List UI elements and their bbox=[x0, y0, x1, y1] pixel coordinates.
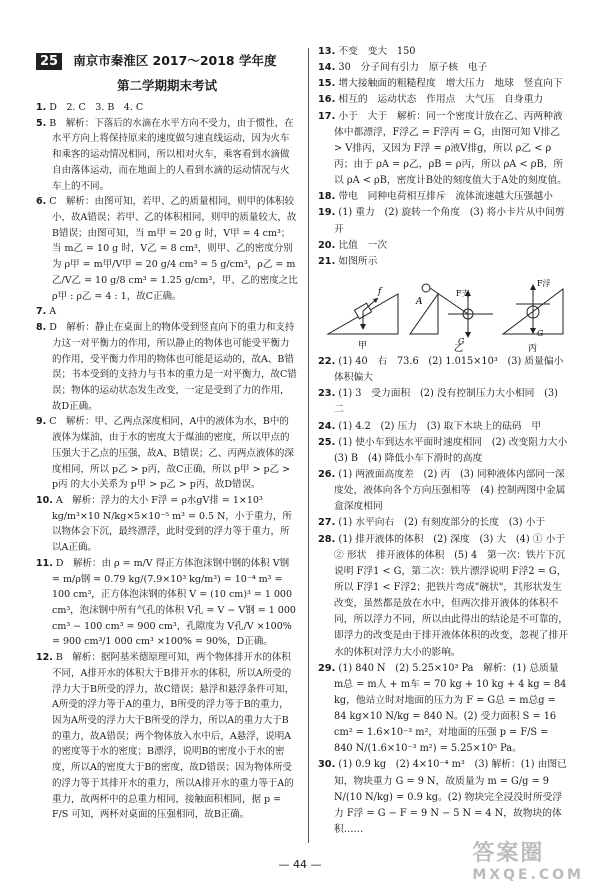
watermark-bottom: MXQE.COM bbox=[472, 867, 584, 883]
section-title bbox=[36, 50, 298, 94]
answer-number: 9. bbox=[36, 416, 47, 428]
answer-number: 11. bbox=[36, 557, 53, 569]
answer-text: (1) 两液面高度差 (2) 丙 (3) 同种液体内部同一深度处，液体向各个方向压强相等 (4) 控制两图中金属盒深度相同 bbox=[334, 468, 566, 513]
answer-number: 18. bbox=[318, 191, 336, 203]
answer-number: 13. bbox=[318, 46, 336, 57]
answer-item bbox=[36, 116, 298, 195]
section-number: 25 bbox=[36, 53, 62, 70]
answer-item bbox=[318, 435, 577, 467]
answer-number: 15. bbox=[318, 78, 336, 90]
answer-item bbox=[36, 304, 298, 320]
answer-number: 21. bbox=[318, 255, 336, 267]
answer-item bbox=[318, 515, 570, 531]
answer-item bbox=[318, 205, 570, 237]
answer-item bbox=[36, 320, 298, 414]
answer-number: 26. bbox=[318, 468, 336, 480]
answer-text: (1) 40 右 73.6 (2) 1.015×10³ (3) 质量偏小 体积偏大 bbox=[334, 355, 574, 384]
answer-text: B 解析：下落后的水滴在水平方向不受力，由于惯性，在水平方向上将保持原来的速度做匀速直线运动，因为火车和乘客的运动情况相同，所以相对火车，乘客看到水滴做自由落体运动，而在地面上的人看到水滴的运动情况与火车上的不同。 bbox=[49, 117, 294, 192]
answer-number: 28. bbox=[318, 533, 336, 545]
answer-item bbox=[36, 556, 298, 650]
answer-text: (1) 3 受力面积 (2) 没有控制压力大小相同 (3) 二 bbox=[334, 388, 558, 416]
answer-item bbox=[36, 650, 298, 823]
answer-text: C 解析：由图可知，若甲、乙的质量相同，则甲的体积较小，故A错误；若甲、乙的体积相同，则甲的质量较大，故B错误；由图可知，当 m甲 = 20 g 时，V甲 = 4 cm³；当 m乙 = 10 g 时，V乙 = 8 cm³，则甲、乙的密度分别为 ρ甲 = m甲/V甲 = 20 g/4 cm³ = 5 g/cm³，ρ乙 = m乙/V乙 = 10 g/8 cm³ = 1.25 g/cm³，甲、乙的密度之比 ρ甲 : ρ乙 = 4 : 1，故C正确。 bbox=[49, 196, 298, 302]
section-subheading: 第二学期期末考试 bbox=[116, 78, 217, 93]
page-number: — 44 — bbox=[278, 858, 322, 871]
watermark-top: 答案圈 bbox=[472, 841, 545, 866]
answer-text: C 解析：甲、乙两点深度相同，A中的液体为水，B中的液体为煤油，由于水的密度大于煤油的密度，所以甲点的压强大于乙点的压强，故A、B错误；乙、丙两点液体的深度相同，所以 p乙 > p丙，故C正确，所以 p甲 > p乙 > p丙 的大小关系为 p甲 > p乙 > p丙，故D错误。 bbox=[49, 416, 294, 491]
answer-item bbox=[318, 189, 570, 205]
answer-number: 1. bbox=[36, 102, 47, 113]
answer-text: (1) 水平向右 (2) 有刻度部分的长度 (3) 小于 bbox=[338, 517, 546, 529]
answer-text: 不变 变大 150 bbox=[338, 46, 416, 57]
answer-text: A bbox=[49, 306, 57, 318]
answer-number: 14. bbox=[318, 62, 336, 74]
answer-text: 增大接触面的粗糙程度 增大压力 地球 竖直向下 bbox=[338, 78, 563, 90]
force-diagram-figure bbox=[318, 274, 570, 352]
label-bing: 丙 bbox=[528, 343, 538, 352]
answer-number: 6. bbox=[36, 196, 47, 208]
force-diagrams bbox=[318, 274, 570, 352]
answer-item bbox=[318, 467, 570, 515]
answer-item bbox=[318, 757, 570, 838]
answer-item bbox=[318, 386, 570, 418]
answer-number: 10. bbox=[36, 494, 53, 506]
right-column bbox=[318, 44, 577, 838]
answer-item bbox=[318, 532, 575, 661]
answer-number: 20. bbox=[318, 239, 336, 251]
answer-number: 5. bbox=[36, 117, 47, 129]
label-jia: 甲 bbox=[358, 340, 368, 351]
answer-text: (1) 重力 (2) 旋转一个角度 (3) 将小卡片从中间剪开 bbox=[334, 207, 565, 235]
answer-text: 相互的 运动状态 作用点 大气压 自身重力 bbox=[338, 94, 544, 106]
answer-item bbox=[318, 109, 570, 190]
diagram-yi bbox=[410, 284, 493, 352]
label-Ffu: F浮 bbox=[537, 278, 551, 288]
answer-number: 23. bbox=[318, 388, 336, 400]
label-FN: F支 bbox=[456, 288, 470, 298]
answer-text: (1) 840 N (2) 5.25×10³ Pa 解析：(1) 总质量 m总 = m人 + m车 = 70 kg + 10 kg + 4 kg = 84 kg，他站立时对地面的压力为 F = G总 = m总g = 84 kg×10 N/kg = 840 N。(2) 受力面积 S = 16 cm² = 1.6×10⁻³ m²，对地面的压强 p = F/S = 840 N/(1.6×10⁻³ m²) = 5.25×10⁵ Pa。 bbox=[334, 662, 567, 755]
label-G-yi: G bbox=[458, 336, 465, 346]
answer-number: 17. bbox=[318, 110, 336, 122]
answer-text: D 2. C 3. B 4. C bbox=[49, 102, 144, 113]
answer-number: 29. bbox=[318, 662, 336, 674]
label-f: f bbox=[378, 286, 382, 297]
answer-number: 8. bbox=[36, 322, 47, 334]
watermark-logo bbox=[472, 836, 584, 883]
answer-text: (1) 0.9 kg (2) 4×10⁻⁴ m³ (3) 解析：(1) 由图已知，物块重力 G = 9 N，故质量为 m = G/g = 9 N/(10 N/kg) = 0.9 kg。(2) 物块完全浸没时所受浮力 F浮 = G − F = 9 N − 5 N = 4 N，故物块的体积…… bbox=[334, 759, 567, 836]
diagram-bing bbox=[503, 278, 563, 352]
answer-item bbox=[318, 354, 574, 386]
answer-number: 25. bbox=[318, 436, 336, 448]
answer-item bbox=[318, 76, 570, 92]
answer-number: 27. bbox=[318, 517, 336, 529]
answer-text: A 解析：浮力的大小 F浮 = ρ水gV排 = 1×10³ kg/m³×10 N/kg×5×10⁻⁵ m³ = 0.5 N，小于重力，所以物体会下沉，最终漂浮，此时受到的浮力等于重力，所以A正确。 bbox=[52, 494, 292, 554]
column-divider bbox=[308, 48, 309, 843]
answer-item bbox=[318, 661, 570, 758]
answer-text: 小于 大于 解析：同一个密度计放在乙、丙两种液体中都漂浮，F浮乙 = F浮丙 = G，由图可知 V排乙 > V排丙，又因为 F浮 = ρ液V排g，所以 ρ乙 < ρ丙；由于 ρA = ρ乙，ρB = ρ丙，所以 ρA < ρB，所以 ρA < ρB，密度计B处的刻度值大于A处的刻度值。 bbox=[334, 110, 567, 187]
answer-number: 24. bbox=[318, 420, 336, 432]
answer-text: D 解析：由 ρ = m/V 得正方体泡沫钢中钢的体积 V钢 = m/ρ钢 = 0.79 kg/(7.9×10³ kg/m³) = 10⁻⁴ m³ = 100 cm³，正方体泡沫钢的体积 V = (10 cm)³ = 1 000 cm³，泡沫钢中所有气孔的体积 V孔 = V − V钢 = 1 000 cm³ − 100 cm³ = 900 cm³，孔隙度为 V孔/V ×100% = 900 cm³/1 000 cm³ ×100% = 90%，D正确。 bbox=[52, 557, 296, 648]
label-G-bing: G bbox=[537, 328, 544, 338]
answer-text: 比值 一次 bbox=[338, 239, 388, 251]
answer-text: (1) 排开液体的体积 (2) 深度 (3) 大 (4) ① 小于 ② 形状 排开液体的体积 (5) 4 第一次：铁片下沉说明 F浮1 < G，第二次：铁片漂浮说明 F浮2 = G，所以 F浮1 < F浮2；把铁片弯成"碗状"，其形状发生改变，虽然都是放在水中，但两次排开液体的体积不同，所以浮力不同，所以由此得出的结论是不可靠的，即浮力的改变是由于排开液体体积的改变，忽视了排开水的体积对浮力大小的影响。 bbox=[334, 533, 575, 658]
answer-text: 如图所示 bbox=[338, 255, 378, 267]
answer-text: (1) 4.2 (2) 压力 (3) 取下木块上的砝码 甲 bbox=[338, 420, 542, 432]
answer-item bbox=[318, 44, 570, 60]
label-A: A bbox=[416, 296, 423, 307]
answer-text: D 解析：静止在桌面上的物体受到竖直向下的重力和支持力这一对平衡力的作用，所以静止的物体也可能受平衡力的作用，受平衡力作用的物体也可能是运动的，故A、B错误；书本受到的支持力与书本的重力是一对平衡力，故C错误；物体的运动状态发生改变，一定是受到了力的作用，故D正确。 bbox=[49, 322, 297, 412]
answer-item bbox=[318, 92, 570, 108]
answer-text: 带电 同种电荷相互排斥 流体流速越大压强越小 bbox=[338, 191, 553, 203]
answer-text: (1) 使小车到达水平面时速度相同 (2) 改变阻力大小 (3) B (4) 降低小车下滑时的高度 bbox=[334, 436, 577, 464]
answer-item bbox=[318, 419, 570, 435]
left-column bbox=[36, 100, 298, 823]
answer-number: 19. bbox=[318, 207, 336, 219]
answer-text: B 解析：据阿基米德原理可知，两个物体排开水的体积不同，A排开水的体积大于B排开水的体积，所以A所受的浮力大于B所受的浮力，故C错误；悬浮和悬浮条件可知，A所受的浮力等于A的重力，B所受的浮力等于B的重力，因为A所受的浮力大于B所受的浮力，所以A的重力大于B的重力，故A错误；两个物体放入水中后，A悬浮，说明A的密度等于水的密度；B漂浮，说明B的密度小于水的密度，所以A的密度大于B的密度，故D错误；因为物体所受的浮力等于其排开水的重力，所以A排开水的重力等于A的重力，故两杯中的总重力相同，接触面积相同，据 p = F/S 可知，两杯对桌面的压强相同，故B正确。 bbox=[52, 652, 295, 821]
diagram-jia bbox=[328, 287, 398, 351]
answer-number: 30. bbox=[318, 759, 336, 771]
answer-item bbox=[36, 414, 298, 493]
answer-item bbox=[36, 100, 298, 116]
answer-number: 16. bbox=[318, 94, 336, 106]
answer-text: 30 分子间有引力 原子核 电子 bbox=[338, 62, 488, 74]
label-yi: 乙 bbox=[454, 343, 464, 352]
section-heading: 南京市秦淮区 2017～2018 学年度 bbox=[73, 53, 277, 68]
answer-number: 22. bbox=[318, 355, 336, 367]
answer-number: 12. bbox=[36, 652, 53, 664]
answer-item bbox=[36, 194, 298, 304]
answer-item bbox=[318, 60, 570, 76]
answer-item bbox=[318, 238, 570, 254]
answer-item bbox=[318, 254, 570, 270]
answer-number: 7. bbox=[36, 306, 47, 318]
answer-item bbox=[36, 493, 298, 556]
